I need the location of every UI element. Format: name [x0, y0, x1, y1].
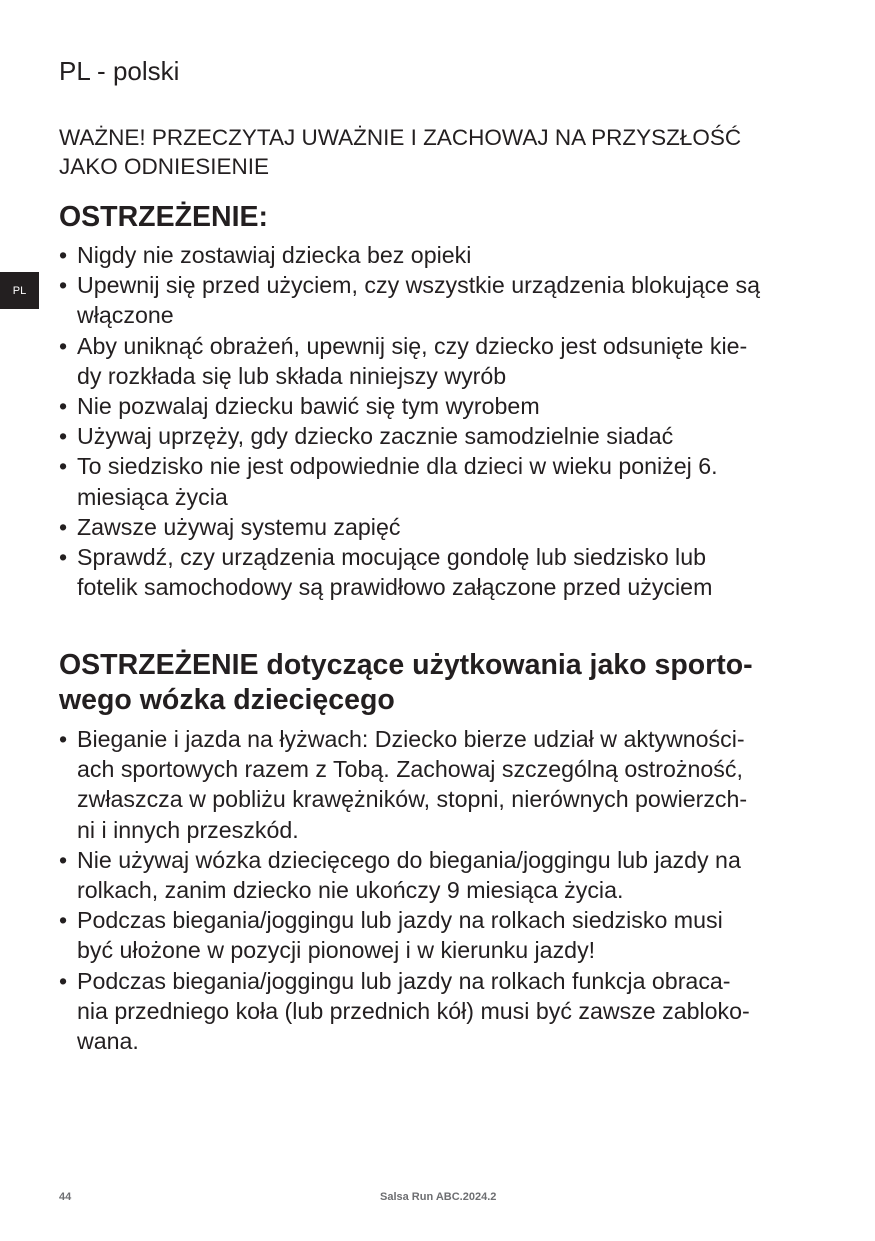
list-item-line: fotelik samochodowy są prawidłowo załączone przed użyciem — [77, 574, 713, 601]
list-item-line: ni i innych przeszkód. — [77, 816, 299, 843]
list-item — [59, 270, 760, 330]
list-item — [59, 512, 760, 542]
list-item-line: ach sportowych razem z Tobą. Zachowaj szczególną ostrożność, — [77, 756, 743, 783]
language-title: PL - polski — [59, 56, 180, 86]
list-item-line: • Używaj uprzęży, gdy dziecko zacznie samodzielnie siadać — [77, 423, 674, 450]
list-item-line: • To siedzisko nie jest odpowiednie dla dzieci w wieku poniżej 6. — [77, 453, 718, 480]
list-item-line: • Podczas biegania/joggingu lub jazdy na rolkach funkcja obraca- — [77, 967, 731, 994]
list-item-line: dy rozkłada się lub składa niniejszy wyrób — [77, 362, 507, 389]
important-line: WAŻNE! PRZECZYTAJ UWAŻNIE I ZACHOWAJ NA PRZYSZŁOŚĆ — [59, 125, 742, 150]
list-item-line: miesiąca życia — [77, 483, 228, 510]
warning-heading-line: OSTRZEŻENIE: — [59, 201, 269, 233]
list-item-line: być ułożone w pozycji pionowej i w kierunku jazdy! — [77, 937, 596, 964]
list-item-line: zwłaszcza w pobliżu krawężników, stopni, nierównych powierzch- — [77, 786, 748, 813]
list-item — [59, 451, 760, 511]
list-item — [59, 845, 750, 905]
sport-warning-heading-line: wego wózka dziecięcego — [59, 684, 395, 716]
sport-warning-list — [59, 724, 750, 1056]
warning-list — [59, 240, 760, 602]
list-item-line: • Nie pozwalaj dziecku bawić się tym wyrobem — [77, 393, 540, 420]
list-item-line: • Nie używaj wózka dziecięcego do biegania/joggingu lub jazdy na — [77, 846, 741, 873]
warning-heading — [59, 200, 268, 235]
list-item-line: włączone — [77, 302, 174, 329]
list-item — [59, 542, 760, 602]
list-item — [59, 331, 760, 391]
important-line: JAKO ODNIESIENIE — [59, 154, 270, 179]
list-item-line: • Zawsze używaj systemu zapięć — [77, 513, 401, 540]
list-item — [59, 966, 750, 1057]
list-item-line: • Upewnij się przed użyciem, czy wszystkie urządzenia blokujące są — [77, 272, 761, 299]
list-item-line: rolkach, zanim dziecko nie ukończy 9 miesiąca życia. — [77, 877, 624, 904]
language-side-tab: PL — [0, 272, 39, 309]
list-item-line: • Sprawdź, czy urządzenia mocujące gondolę lub siedzisko lub — [77, 544, 706, 571]
list-item-line: • Podczas biegania/joggingu lub jazdy na rolkach siedzisko musi — [77, 907, 723, 934]
list-item-line: • Bieganie i jazda na łyżwach: Dziecko bierze udział w aktywności- — [77, 726, 745, 752]
list-item — [59, 724, 750, 845]
important-notice — [59, 123, 819, 181]
sport-warning-heading-line: OSTRZEŻENIE dotyczące użytkowania jako sporto- — [59, 649, 753, 681]
sport-warning-heading — [59, 648, 753, 718]
list-item-line: • Aby uniknąć obrażeń, upewnij się, czy dziecko jest odsunięte kie- — [77, 332, 748, 359]
page-number: 44 — [59, 1191, 72, 1203]
document-name: Salsa Run ABC.2024.2 — [380, 1191, 497, 1203]
list-item — [59, 905, 750, 965]
list-item — [59, 240, 760, 270]
list-item-line: wana. — [77, 1028, 139, 1055]
list-item — [59, 391, 760, 421]
list-item-line: • Nigdy nie zostawiaj dziecka bez opieki — [77, 242, 472, 268]
list-item-line: nia przedniego koła (lub przednich kół) musi być zawsze zabloko- — [77, 997, 750, 1024]
list-item — [59, 421, 760, 451]
